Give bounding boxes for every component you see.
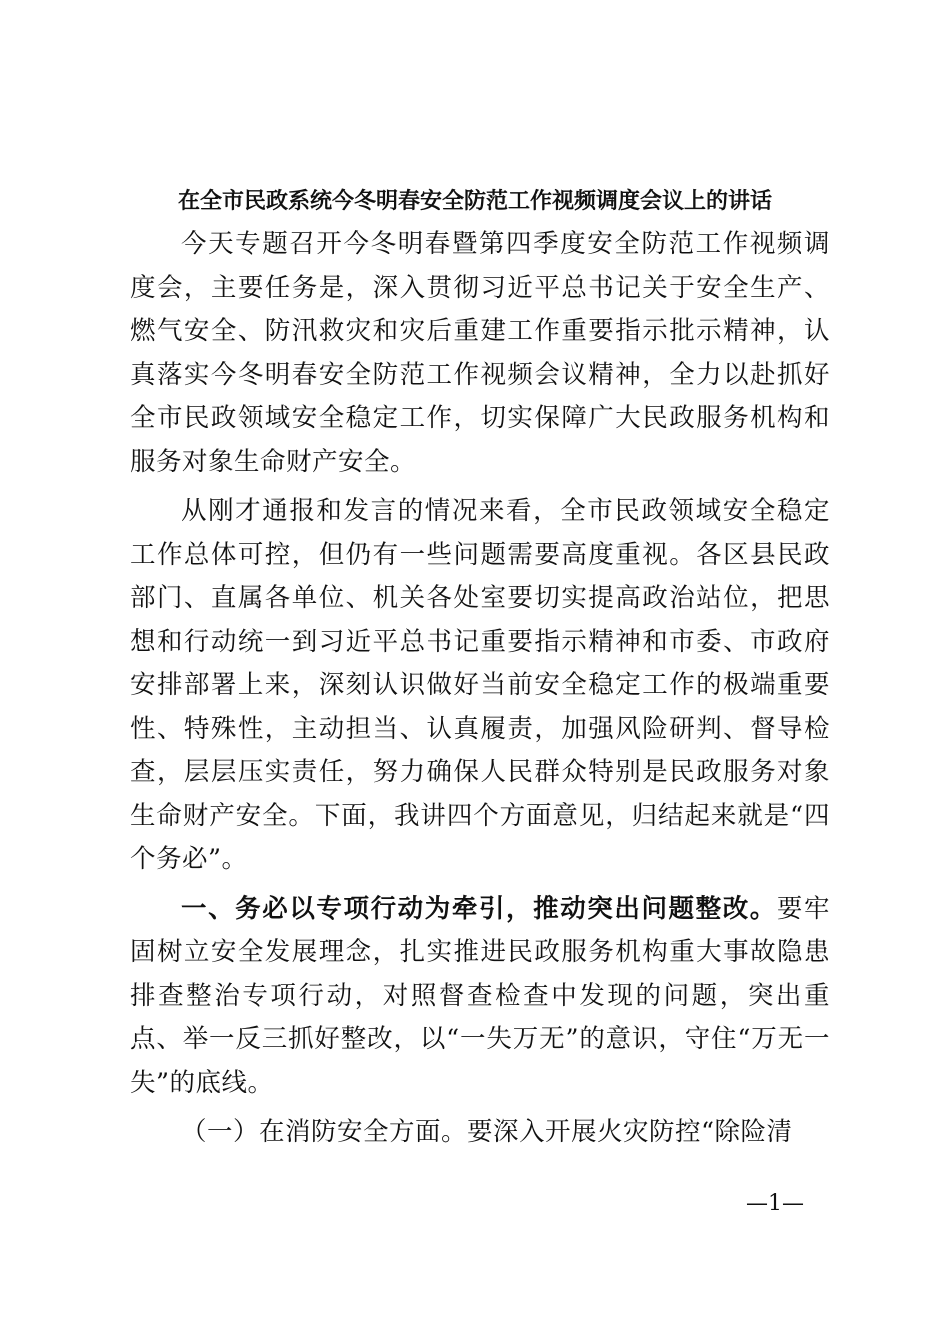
- document-body: [130, 223, 830, 1157]
- document-title: 在全市民政系统今冬明春安全防范工作视频调度会议上的讲话: [177, 188, 772, 214]
- paragraph-section-one: [130, 888, 830, 1106]
- fire-safety-heading: （一）在消防安全方面。: [181, 1117, 468, 1147]
- paragraph-intro-text: 今天专题召开今冬明春暨第四季度安全防范工作视频调度会，主要任务是，深入贯彻习近平总书记关于安全生产、燃气安全、防汛救灾和灾后重建工作重要指示批示精神，认真落实今冬明春安全防范工作视频会议精神，全力以赴抓好全市民政领域安全稳定工作，切实保障广大民政服务机构和服务对象生命财产安全。: [130, 229, 830, 477]
- paragraph-situation-text: 从刚才通报和发言的情况来看，全市民政领域安全稳定工作总体可控，但仍有一些问题需要高度重视。各区县民政部门、直属各单位、机关各处室要切实提高政治站位，把思想和行动统一到习近平总书记重要指示精神和市委、市政府安排部署上来，深刻认识做好当前安全稳定工作的极端重要性、特殊性，主动担当、认真履责，加强风险研判、督导检查，层层压实责任，努力确保人民群众特别是民政服务对象生命财产安全。下面，我讲四个方面意见，归结起来就是“四个务必”。: [130, 496, 830, 874]
- paragraph-fire-safety: [130, 1111, 830, 1155]
- page-number: —1—: [746, 1191, 804, 1216]
- paragraph-intro: [130, 223, 830, 484]
- fire-safety-text: 要深入开展火灾防控“除险清: [467, 1117, 793, 1147]
- paragraph-situation: [130, 490, 830, 882]
- section-one-heading: 一、务必以专项行动为牵引，推动突出问题整改。: [181, 893, 777, 924]
- section-one-text: 要牢固树立安全发展理念，扎实推进民政服务机构重大事故隐患排查整治专项行动，对照督查检查中发现的问题，突出重点、举一反三抓好整改，以“一失万无”的意识，守住“万无一失”的底线。: [130, 893, 830, 1098]
